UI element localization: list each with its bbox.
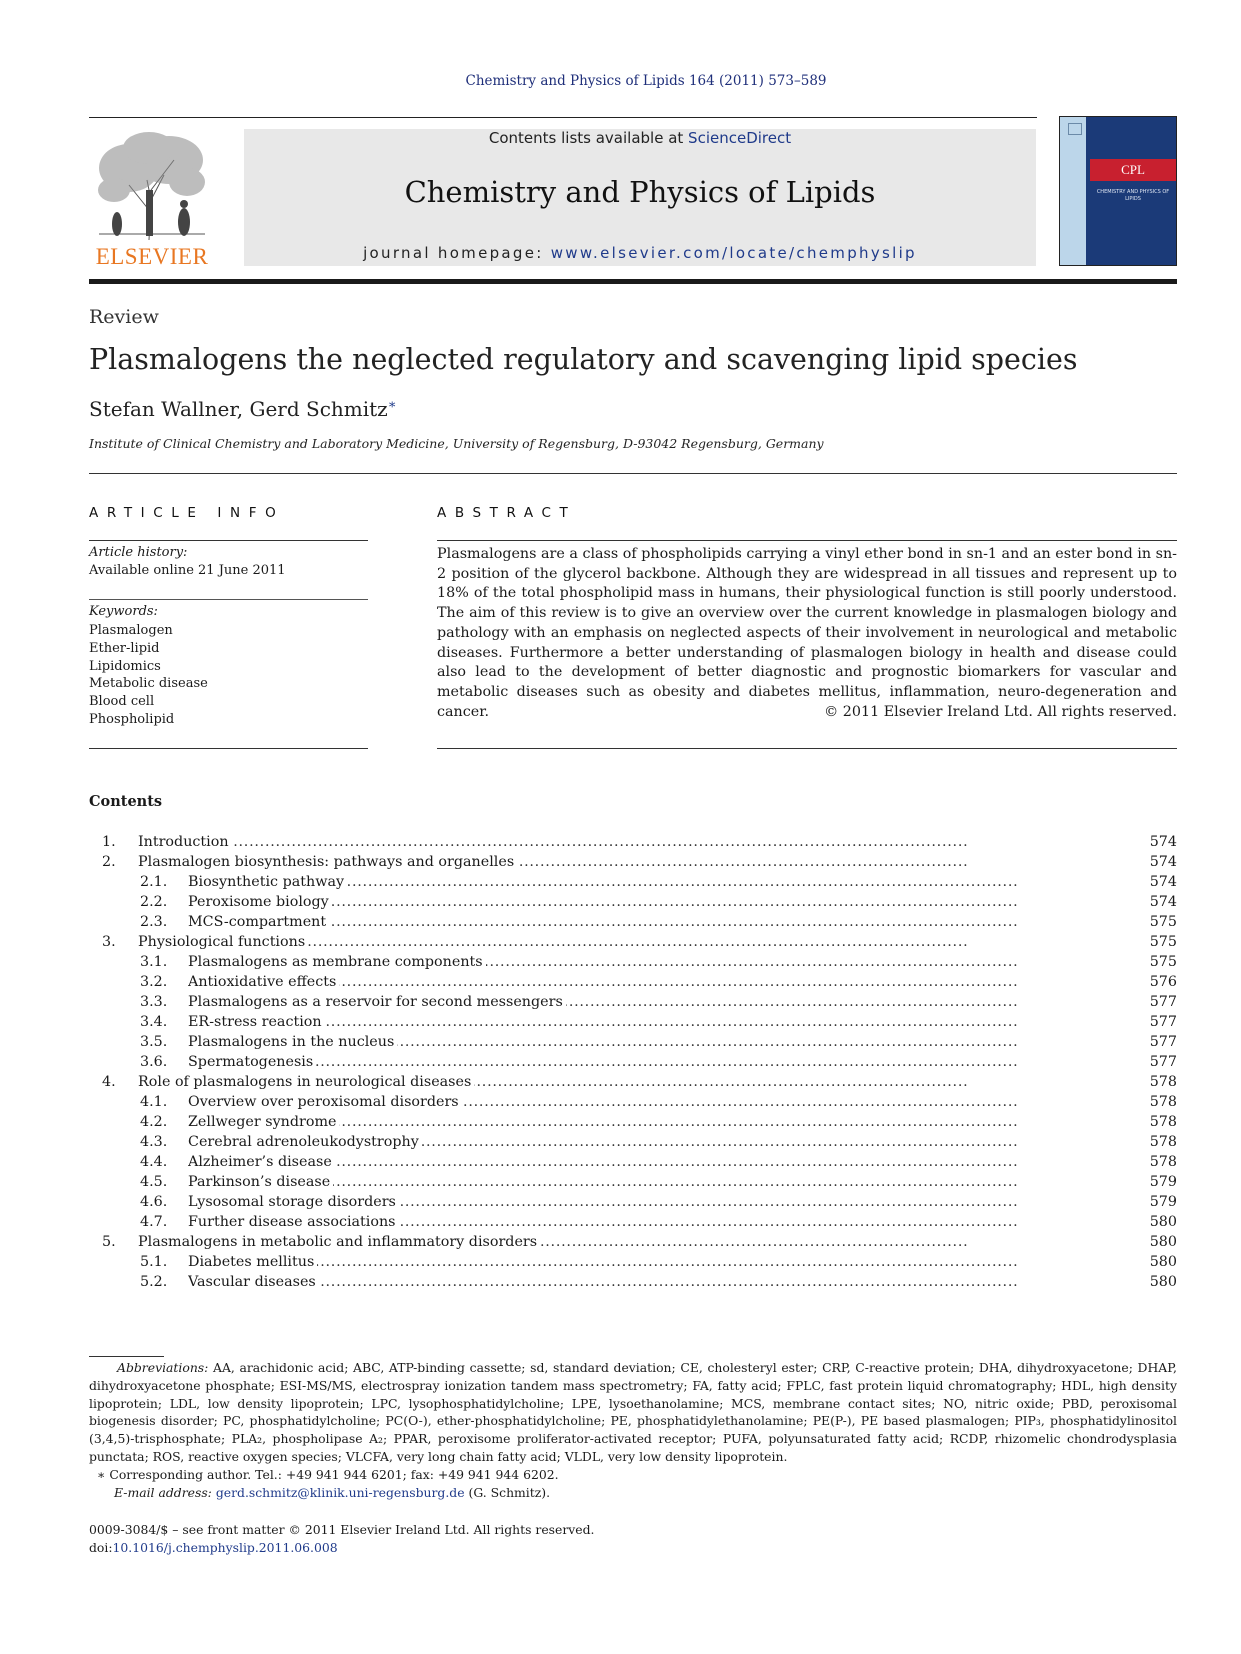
toc-title-text: Peroxisome biology [188, 894, 332, 910]
toc-number: 3.4. [140, 1014, 168, 1030]
toc-title-text: Spermatogenesis [188, 1054, 316, 1070]
toc-entry[interactable] [89, 912, 1177, 932]
doi-line [89, 1540, 338, 1555]
toc-title-text: Diabetes mellitus [188, 1254, 317, 1270]
toc-title[interactable] [188, 1272, 1129, 1292]
journal-masthead [244, 129, 1036, 266]
toc-page-number: 578 [1149, 1094, 1177, 1110]
abbreviations-footnote [89, 1359, 1177, 1466]
toc-page-number: 575 [1149, 914, 1177, 930]
toc-entry[interactable] [89, 1172, 1177, 1192]
toc-entry[interactable] [89, 1112, 1177, 1132]
toc-entry[interactable] [89, 1252, 1177, 1272]
toc-entry[interactable] [89, 952, 1177, 972]
history-value: Available online 21 June 2011 [89, 563, 286, 578]
journal-reference-link[interactable]: Chemistry and Physics of Lipids 164 (2011) 573–589 [465, 73, 827, 89]
toc-entry[interactable] [89, 1072, 1177, 1092]
toc-page-number: 577 [1149, 1054, 1177, 1070]
toc-number: 3.6. [140, 1054, 168, 1070]
toc-number: 4.1. [140, 1094, 168, 1110]
keyword: Blood cell [89, 694, 155, 710]
toc-page-number: 579 [1149, 1174, 1177, 1190]
abstract-heading: ABSTRACT [437, 505, 577, 521]
toc-entry[interactable] [89, 852, 1177, 872]
toc-title[interactable] [138, 1072, 1129, 1092]
divider [89, 599, 368, 600]
affiliation: Institute of Clinical Chemistry and Laboratory Medicine, University of Regensburg, D-93042 Regensburg, Germany [89, 436, 824, 451]
toc-title-text: Vascular diseases [188, 1274, 319, 1290]
toc-title-text: Plasmalogens in the nucleus [188, 1034, 397, 1050]
toc-entry[interactable] [89, 1212, 1177, 1232]
toc-number: 4.5. [140, 1174, 168, 1190]
homepage-prefix: journal homepage: [363, 244, 551, 262]
toc-page-number: 580 [1149, 1234, 1177, 1250]
toc-number: 3. [102, 934, 116, 950]
toc-number: 3.5. [140, 1034, 168, 1050]
toc-title[interactable] [138, 1232, 1129, 1252]
homepage-link[interactable]: www.elsevier.com/locate/chemphyslip [550, 244, 917, 262]
toc-page-number: 574 [1149, 894, 1177, 910]
toc-title[interactable] [188, 1012, 1129, 1032]
divider [89, 540, 368, 541]
doi-prefix: doi: [89, 1540, 113, 1555]
toc-page-number: 580 [1149, 1254, 1177, 1270]
cover-spine [1060, 117, 1086, 265]
toc-page-number: 577 [1149, 994, 1177, 1010]
divider [89, 748, 368, 749]
toc-number: 2.3. [140, 914, 168, 930]
cover-band: CPL [1090, 159, 1176, 181]
toc-page-number: 574 [1149, 834, 1177, 850]
tree-icon [89, 130, 215, 242]
toc-title-text: Parkinson’s disease [188, 1174, 333, 1190]
contents-heading: Contents [89, 793, 163, 810]
divider [437, 748, 1177, 749]
toc-entry[interactable] [89, 992, 1177, 1012]
toc-page-number: 578 [1149, 1154, 1177, 1170]
toc-title-text: Plasmalogen biosynthesis: pathways and organelles [138, 854, 517, 870]
toc-number: 3.1. [140, 954, 168, 970]
front-matter-line: 0009-3084/$ – see front matter © 2011 Elsevier Ireland Ltd. All rights reserved. [89, 1522, 595, 1537]
toc-page-number: 574 [1149, 874, 1177, 890]
toc-page-number: 575 [1149, 954, 1177, 970]
toc-entry[interactable] [89, 932, 1177, 952]
keyword: Lipidomics [89, 658, 161, 674]
toc-entry[interactable] [89, 1012, 1177, 1032]
toc-entry[interactable] [89, 1192, 1177, 1212]
header-divider [89, 279, 1177, 284]
elsevier-logo [89, 130, 215, 270]
toc-title[interactable] [188, 1092, 1129, 1112]
toc-number: 5.1. [140, 1254, 168, 1270]
abstract-body: Plasmalogens are a class of phospholipids carrying a vinyl ether bond in sn-1 and an ester bond in sn-2 position of the glycerol backbone. Although they are widespread in all tissues and represent up to 18% of the total phospholipid mass in humans, their physiological function is still poorly understood. The aim of this review is to give an overview over the current knowledge in plasmalogen biology and pathology with an emphasis on neglected aspects of their involvement in neurological and metabolic diseases. Furthermore a better understanding of plasmalogen biology in health and disease could also lead to the development of better diagnostic and prognostic biomarkers for vascular and metabolic diseases such as obesity and diabetes mellitus, inflammation, neuro-degeneration and cancer. [437, 546, 1177, 720]
toc-page-number: 579 [1149, 1194, 1177, 1210]
cover-subtitle: CHEMISTRY AND PHYSICS OF LIPIDS [1096, 189, 1170, 202]
toc-entry[interactable] [89, 972, 1177, 992]
toc-title[interactable] [188, 1252, 1129, 1272]
article-title: Plasmalogens the neglected regulatory and scavenging lipid species [89, 343, 1078, 376]
toc-page-number: 575 [1149, 934, 1177, 950]
email-link[interactable]: gerd.schmitz@klinik.uni-regensburg.de [215, 1485, 465, 1500]
toc-number: 4.6. [140, 1194, 168, 1210]
toc-title[interactable] [188, 972, 1129, 992]
toc-title[interactable] [188, 1212, 1129, 1232]
abbreviations-text: AA, arachidonic acid; ABC, ATP-binding cassette; sd, standard deviation; CE, cholesteryl ester; CRP, C-reactive protein; DHA, dihydroxyacetone; DHAP, dihydroxyacetone phosphate; ESI-MS/MS, electrospray ionization tandem mass spectrometry; FA, fatty acid; FPLC, fast protein liquid chromatography; HDL, high density lipoprotein; LDL, low density lipoprotein; LPC, lysophosphatidylcholine; LPE, lysoethanolamine; MCS, membrane contact sites; NO, nitric oxide; PBD, peroxisomal biogenesis disorder; PC, phosphatidylcholine; PC(O-), ether-phosphatidylcholine; PE, phosphatidylethanolamine; PE(P-), PE based plasmalogen; PIP₃, phosphatidylinositol (3,4,5)-trisphosphate; PLA₂, phospholipase A₂; PPAR, peroxisome proliferator-activated receptor; PUFA, polyunsaturated fatty acid; RCDP, rhizomelic chondrodysplasia punctata; ROS, reactive oxygen species; VLCFA, very long chain fatty acid; VLDL, very low density lipoprotein. [89, 1360, 1177, 1464]
toc-number: 3.3. [140, 994, 168, 1010]
toc-title[interactable] [188, 1112, 1129, 1132]
toc-title[interactable] [138, 852, 1129, 872]
toc-title[interactable] [188, 1032, 1129, 1052]
toc-title[interactable] [138, 832, 1129, 852]
toc-title-text: Antioxidative effects [188, 974, 339, 990]
toc-number: 4.2. [140, 1114, 168, 1130]
toc-number: 2.2. [140, 894, 168, 910]
keyword: Metabolic disease [89, 676, 208, 692]
top-rule [89, 117, 1037, 118]
toc-page-number: 580 [1149, 1274, 1177, 1290]
cover-logo-icon [1068, 123, 1082, 135]
toc-title[interactable] [188, 992, 1129, 1012]
toc-page-number: 574 [1149, 854, 1177, 870]
toc-title[interactable] [188, 872, 1129, 892]
keyword: Ether-lipid [89, 640, 160, 656]
toc-title[interactable] [188, 892, 1129, 912]
journal-title: Chemistry and Physics of Lipids [404, 175, 876, 209]
toc-title[interactable] [188, 912, 1129, 932]
toc-entry[interactable] [89, 1032, 1177, 1052]
article-type: Review [89, 306, 159, 328]
divider [89, 473, 1177, 474]
toc-title[interactable] [188, 952, 1129, 972]
toc-number: 3.2. [140, 974, 168, 990]
toc-page-number: 577 [1149, 1034, 1177, 1050]
toc-page-number: 578 [1149, 1074, 1177, 1090]
sciencedirect-link[interactable]: ScienceDirect [688, 129, 792, 147]
keywords-label: Keywords: [89, 604, 158, 619]
toc-number: 4.3. [140, 1134, 168, 1150]
toc-title-text: Alzheimer’s disease [188, 1154, 335, 1170]
toc-title-text: Introduction [138, 834, 232, 850]
toc-title-text: Further disease associations [188, 1214, 399, 1230]
toc-title-text: Plasmalogens as membrane components [188, 954, 486, 970]
keywords-list [89, 622, 208, 729]
toc-page-number: 578 [1149, 1134, 1177, 1150]
toc-title-text: Role of plasmalogens in neurological diseases [138, 1074, 474, 1090]
toc-title-text: Plasmalogens as a reservoir for second messengers [188, 994, 566, 1010]
journal-homepage [244, 244, 1036, 262]
toc-title-text: Physiological functions [138, 934, 308, 950]
toc-entry[interactable] [89, 1272, 1177, 1292]
toc-page-number: 580 [1149, 1214, 1177, 1230]
history-label: Article history: [89, 545, 188, 560]
toc-number: 4.7. [140, 1214, 168, 1230]
footnote-rule [89, 1356, 164, 1357]
toc-title[interactable] [188, 1192, 1129, 1212]
toc-number: 1. [102, 834, 116, 850]
toc-entry[interactable] [89, 1232, 1177, 1252]
toc-number: 4.4. [140, 1154, 168, 1170]
toc-title-text: ER-stress reaction [188, 1014, 325, 1030]
journal-cover-image [1059, 116, 1177, 266]
author-list [89, 397, 397, 421]
toc-entry[interactable] [89, 872, 1177, 892]
email-footnote [114, 1485, 550, 1500]
authors-text: Stefan Wallner, Gerd Schmitz [89, 397, 388, 421]
article-info-heading: ARTICLE INFO [89, 505, 285, 521]
toc-entry[interactable] [89, 892, 1177, 912]
toc-title-text: Overview over peroxisomal disorders [188, 1094, 462, 1110]
toc-title-text: Lysosomal storage disorders [188, 1194, 399, 1210]
toc-number: 2. [102, 854, 116, 870]
toc-page-number: 578 [1149, 1114, 1177, 1130]
corresponding-author-mark[interactable]: ∗ [387, 397, 397, 413]
email-suffix: (G. Schmitz). [464, 1485, 551, 1500]
table-of-contents [89, 832, 1177, 1292]
toc-number: 4. [102, 1074, 116, 1090]
elsevier-wordmark: ELSEVIER [95, 244, 209, 269]
toc-title[interactable] [188, 1152, 1129, 1172]
toc-number: 5. [102, 1234, 116, 1250]
toc-entry[interactable] [89, 1132, 1177, 1152]
contents-availability [244, 129, 1036, 147]
toc-title-text: Biosynthetic pathway [188, 874, 347, 890]
toc-entry[interactable] [89, 1092, 1177, 1112]
toc-title-text: Cerebral adrenoleukodystrophy [188, 1134, 422, 1150]
toc-number: 2.1. [140, 874, 168, 890]
toc-title[interactable] [188, 1052, 1129, 1072]
toc-title[interactable] [188, 1172, 1129, 1192]
email-label: E-mail address: [114, 1485, 212, 1500]
doi-link[interactable]: 10.1016/j.chemphyslip.2011.06.008 [112, 1540, 338, 1555]
keyword: Phospholipid [89, 711, 175, 727]
abbreviations-label: Abbreviations: [117, 1360, 209, 1375]
toc-number: 5.2. [140, 1274, 168, 1290]
keyword: Plasmalogen [89, 623, 173, 638]
toc-title-text: MCS-compartment [188, 914, 329, 930]
abstract-copyright: © 2011 Elsevier Ireland Ltd. All rights reserved. [823, 704, 1177, 720]
toc-entry[interactable] [89, 1052, 1177, 1072]
toc-page-number: 577 [1149, 1014, 1177, 1030]
divider [437, 540, 1177, 541]
toc-title[interactable] [138, 932, 1129, 952]
toc-page-number: 576 [1149, 974, 1177, 990]
toc-title-text: Zellweger syndrome [188, 1114, 339, 1130]
contents-prefix: Contents lists available at [488, 129, 689, 147]
toc-entry[interactable] [89, 832, 1177, 852]
toc-title[interactable] [188, 1132, 1129, 1152]
toc-title-text: Plasmalogens in metabolic and inflammatory disorders [138, 1234, 540, 1250]
toc-entry[interactable] [89, 1152, 1177, 1172]
corresponding-author-footnote: ∗ Corresponding author. Tel.: +49 941 944 6201; fax: +49 941 944 6202. [97, 1467, 559, 1482]
